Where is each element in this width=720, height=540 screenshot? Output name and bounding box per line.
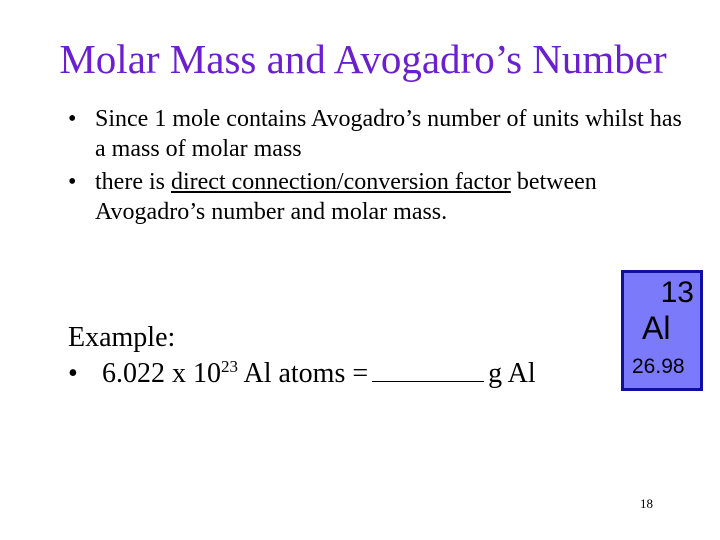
bullet-list	[64, 104, 684, 230]
coefficient: 6.022 x 10	[102, 358, 221, 389]
example-equation	[68, 356, 628, 392]
example-bullet-dot: •	[68, 358, 78, 389]
atomic-number: 13	[660, 276, 694, 309]
example-section	[68, 320, 628, 392]
atomic-mass: 26.98	[632, 355, 685, 378]
right-unit: g Al	[488, 358, 536, 389]
bullet-item	[64, 167, 684, 227]
underlined-phrase: direct connection/conversion factor	[170, 169, 511, 195]
bullet-dot: •	[68, 106, 77, 132]
page-number: 18	[640, 496, 653, 511]
answer-blank	[372, 357, 484, 382]
example-label: Example:	[68, 322, 176, 353]
bullet-text-start: there is	[95, 169, 171, 195]
bullet-text: Since 1 mole contains Avogadro’s number of units whilst has a mass of molar mass	[95, 106, 682, 162]
bullet-item	[64, 104, 684, 164]
periodic-element-tile	[621, 270, 703, 391]
bullet-dot: •	[68, 169, 77, 195]
slide-title: Molar Mass and Avogadro’s Number	[59, 36, 667, 82]
exponent: 23	[221, 357, 238, 376]
left-unit: Al atoms =	[243, 358, 369, 389]
element-symbol: Al	[642, 310, 671, 346]
bullet-text-end: between Avogadro’s number and molar mass.	[95, 169, 597, 225]
